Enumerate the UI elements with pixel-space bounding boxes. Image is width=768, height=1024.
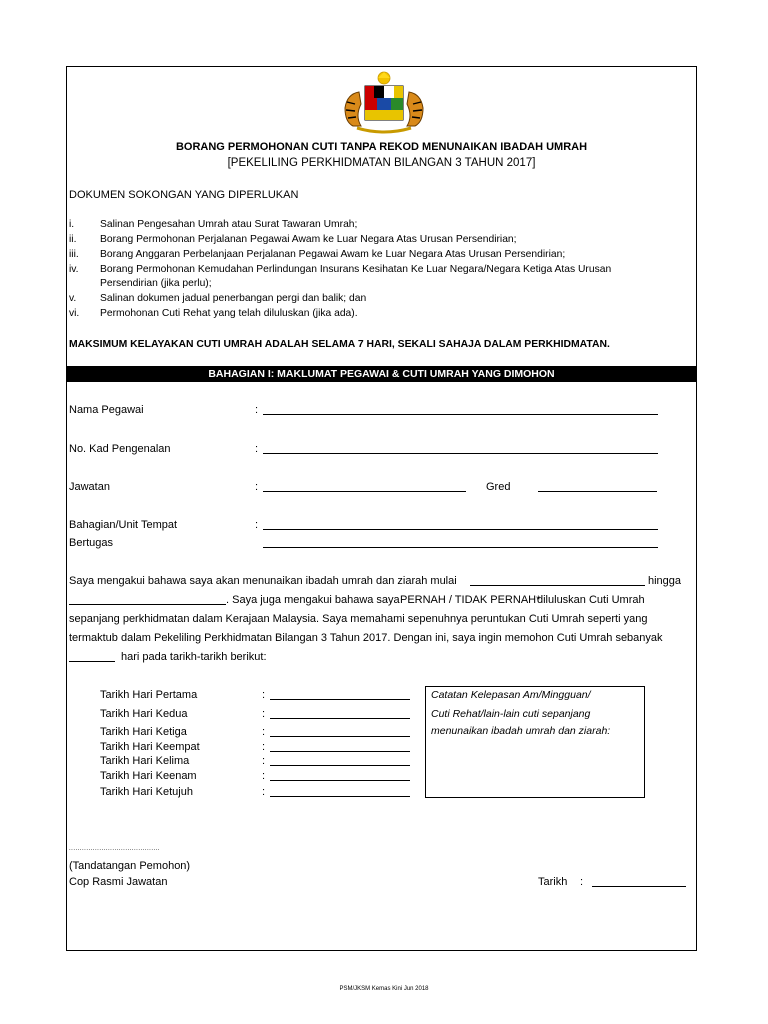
signature-line[interactable]: .......................................... <box>69 846 161 852</box>
bahagian-label: Bahagian/Unit Tempat <box>69 519 178 531</box>
max-leave-notice: MAKSIMUM KELAYAKAN CUTI UMRAH ADALAH SELAMA 7 HARI, SEKALI SAHAJA DALAM PERKHIDMATAN. <box>69 339 610 350</box>
declaration-line-2c: diluluskan Cuti Umrah <box>537 594 645 606</box>
coat-of-arms-emblem <box>331 70 437 136</box>
date-label: Tarikh Hari Keempat <box>100 741 200 753</box>
list-item-text: Permohonan Cuti Rehat yang telah diluluskan (jika ada). <box>100 308 358 319</box>
notes-line-2: Cuti Rehat/lain-lain cuti sepanjang <box>431 708 591 720</box>
list-item-text: Borang Anggaran Perbelanjaan Perjalanan Pegawai Awam ke Luar Negara Atas Urusan Persendirian; <box>100 249 566 260</box>
date-input[interactable] <box>270 755 410 766</box>
bahagian-label-2: Bertugas <box>69 537 114 549</box>
list-item-num: vi. <box>69 308 80 319</box>
date-input[interactable] <box>270 726 410 737</box>
bahagian-input-2[interactable] <box>263 537 658 548</box>
list-item-num: ii. <box>69 234 77 245</box>
list-item-num: iv. <box>69 264 79 275</box>
footer-note: PSM/JKSM Kemas Kini Jun 2018 <box>339 986 429 992</box>
declaration-line-1: Saya mengakui bahawa saya akan menunaikan ibadah umrah dan ziarah mulai <box>69 575 457 587</box>
colon: : <box>262 786 266 798</box>
tarikh-input[interactable] <box>592 876 686 887</box>
list-item-num: i. <box>69 219 75 230</box>
start-date-input[interactable] <box>470 575 645 586</box>
list-item-text-continued: Persendirian (jika perlu); <box>100 278 212 289</box>
list-item-text: Salinan Pengesahan Umrah atau Surat Tawaran Umrah; <box>100 219 358 230</box>
declaration-line-2a: . Saya juga mengakui bahawa saya <box>226 594 400 606</box>
days-count-input[interactable] <box>69 651 115 662</box>
declaration-line-5: hari pada tarikh-tarikh berikut: <box>121 651 267 663</box>
colon: : <box>255 481 259 493</box>
colon: : <box>262 770 266 782</box>
colon: : <box>262 755 266 767</box>
date-label: Tarikh Hari Ketiga <box>100 726 187 738</box>
bahagian-input[interactable] <box>263 519 658 530</box>
colon: : <box>262 708 266 720</box>
end-date-input[interactable] <box>69 594 226 605</box>
date-label: Tarikh Hari Pertama <box>100 689 198 701</box>
date-input[interactable] <box>270 689 410 700</box>
official-stamp-label: Cop Rasmi Jawatan <box>69 876 168 888</box>
list-item-num: v. <box>69 293 77 304</box>
date-input[interactable] <box>270 770 410 781</box>
nama-label: Nama Pegawai <box>69 404 144 416</box>
colon: : <box>255 443 259 455</box>
gred-input[interactable] <box>538 481 657 492</box>
date-label: Tarikh Hari Kedua <box>100 708 188 720</box>
colon: : <box>580 876 584 888</box>
tarikh-label: Tarikh <box>538 876 568 888</box>
date-label: Tarikh Hari Kelima <box>100 755 190 767</box>
date-label: Tarikh Hari Ketujuh <box>100 786 193 798</box>
section-1-header: BAHAGIAN I: MAKLUMAT PEGAWAI & CUTI UMRAH YANG DIMOHON <box>66 366 697 382</box>
jawatan-input[interactable] <box>263 481 466 492</box>
nama-input[interactable] <box>263 404 658 415</box>
colon: : <box>262 689 266 701</box>
declaration-hingga: hingga <box>648 575 682 587</box>
declaration-line-3: sepanjang perkhidmatan dalam Kerajaan Malaysia. Saya memahami sepenuhnya peruntukan Cuti Umrah seperti yang <box>69 613 648 625</box>
list-item-text: Salinan dokumen jadual penerbangan pergi dan balik; dan <box>100 293 367 304</box>
form-title: BORANG PERMOHONAN CUTI TANPA REKOD MENUNAIKAN IBADAH UMRAH <box>175 141 588 153</box>
notes-box[interactable] <box>425 686 645 798</box>
pernah-tidak-pernah-option[interactable]: PERNAH / TIDAK PERNAH* <box>400 594 541 606</box>
notes-line-1: Catatan Kelepasan Am/Mingguan/ <box>431 689 591 701</box>
notes-line-3: menunaikan ibadah umrah dan ziarah: <box>431 725 611 737</box>
colon: : <box>255 519 259 531</box>
signature-label: (Tandatangan Pemohon) <box>69 860 191 872</box>
declaration-line-4: termaktub dalam Pekeliling Perkhidmatan Bilangan 3 Tahun 2017. Dengan ini, saya ingin memohon Cuti Umrah sebanyak <box>69 632 663 644</box>
date-input[interactable] <box>270 741 410 752</box>
date-label: Tarikh Hari Keenam <box>100 770 197 782</box>
list-item-text: Borang Permohonan Kemudahan Perlindungan Insurans Kesihatan Ke Luar Negara/Negara Ketiga Atas Urusan <box>100 264 612 275</box>
date-input[interactable] <box>270 708 410 719</box>
documents-heading: DOKUMEN SOKONGAN YANG DIPERLUKAN <box>69 189 299 201</box>
ic-input[interactable] <box>263 443 658 454</box>
date-input[interactable] <box>270 786 410 797</box>
jawatan-label: Jawatan <box>69 481 110 493</box>
colon: : <box>262 741 266 753</box>
list-item-text: Borang Permohonan Perjalanan Pegawai Awam ke Luar Negara Atas Urusan Persendirian; <box>100 234 517 245</box>
form-subtitle: [PEKELILING PERKHIDMATAN BILANGAN 3 TAHUN 2017] <box>227 157 536 169</box>
colon: : <box>262 726 266 738</box>
list-item-num: iii. <box>69 249 79 260</box>
colon: : <box>255 404 259 416</box>
ic-label: No. Kad Pengenalan <box>69 443 171 455</box>
gred-label: Gred <box>486 481 511 493</box>
